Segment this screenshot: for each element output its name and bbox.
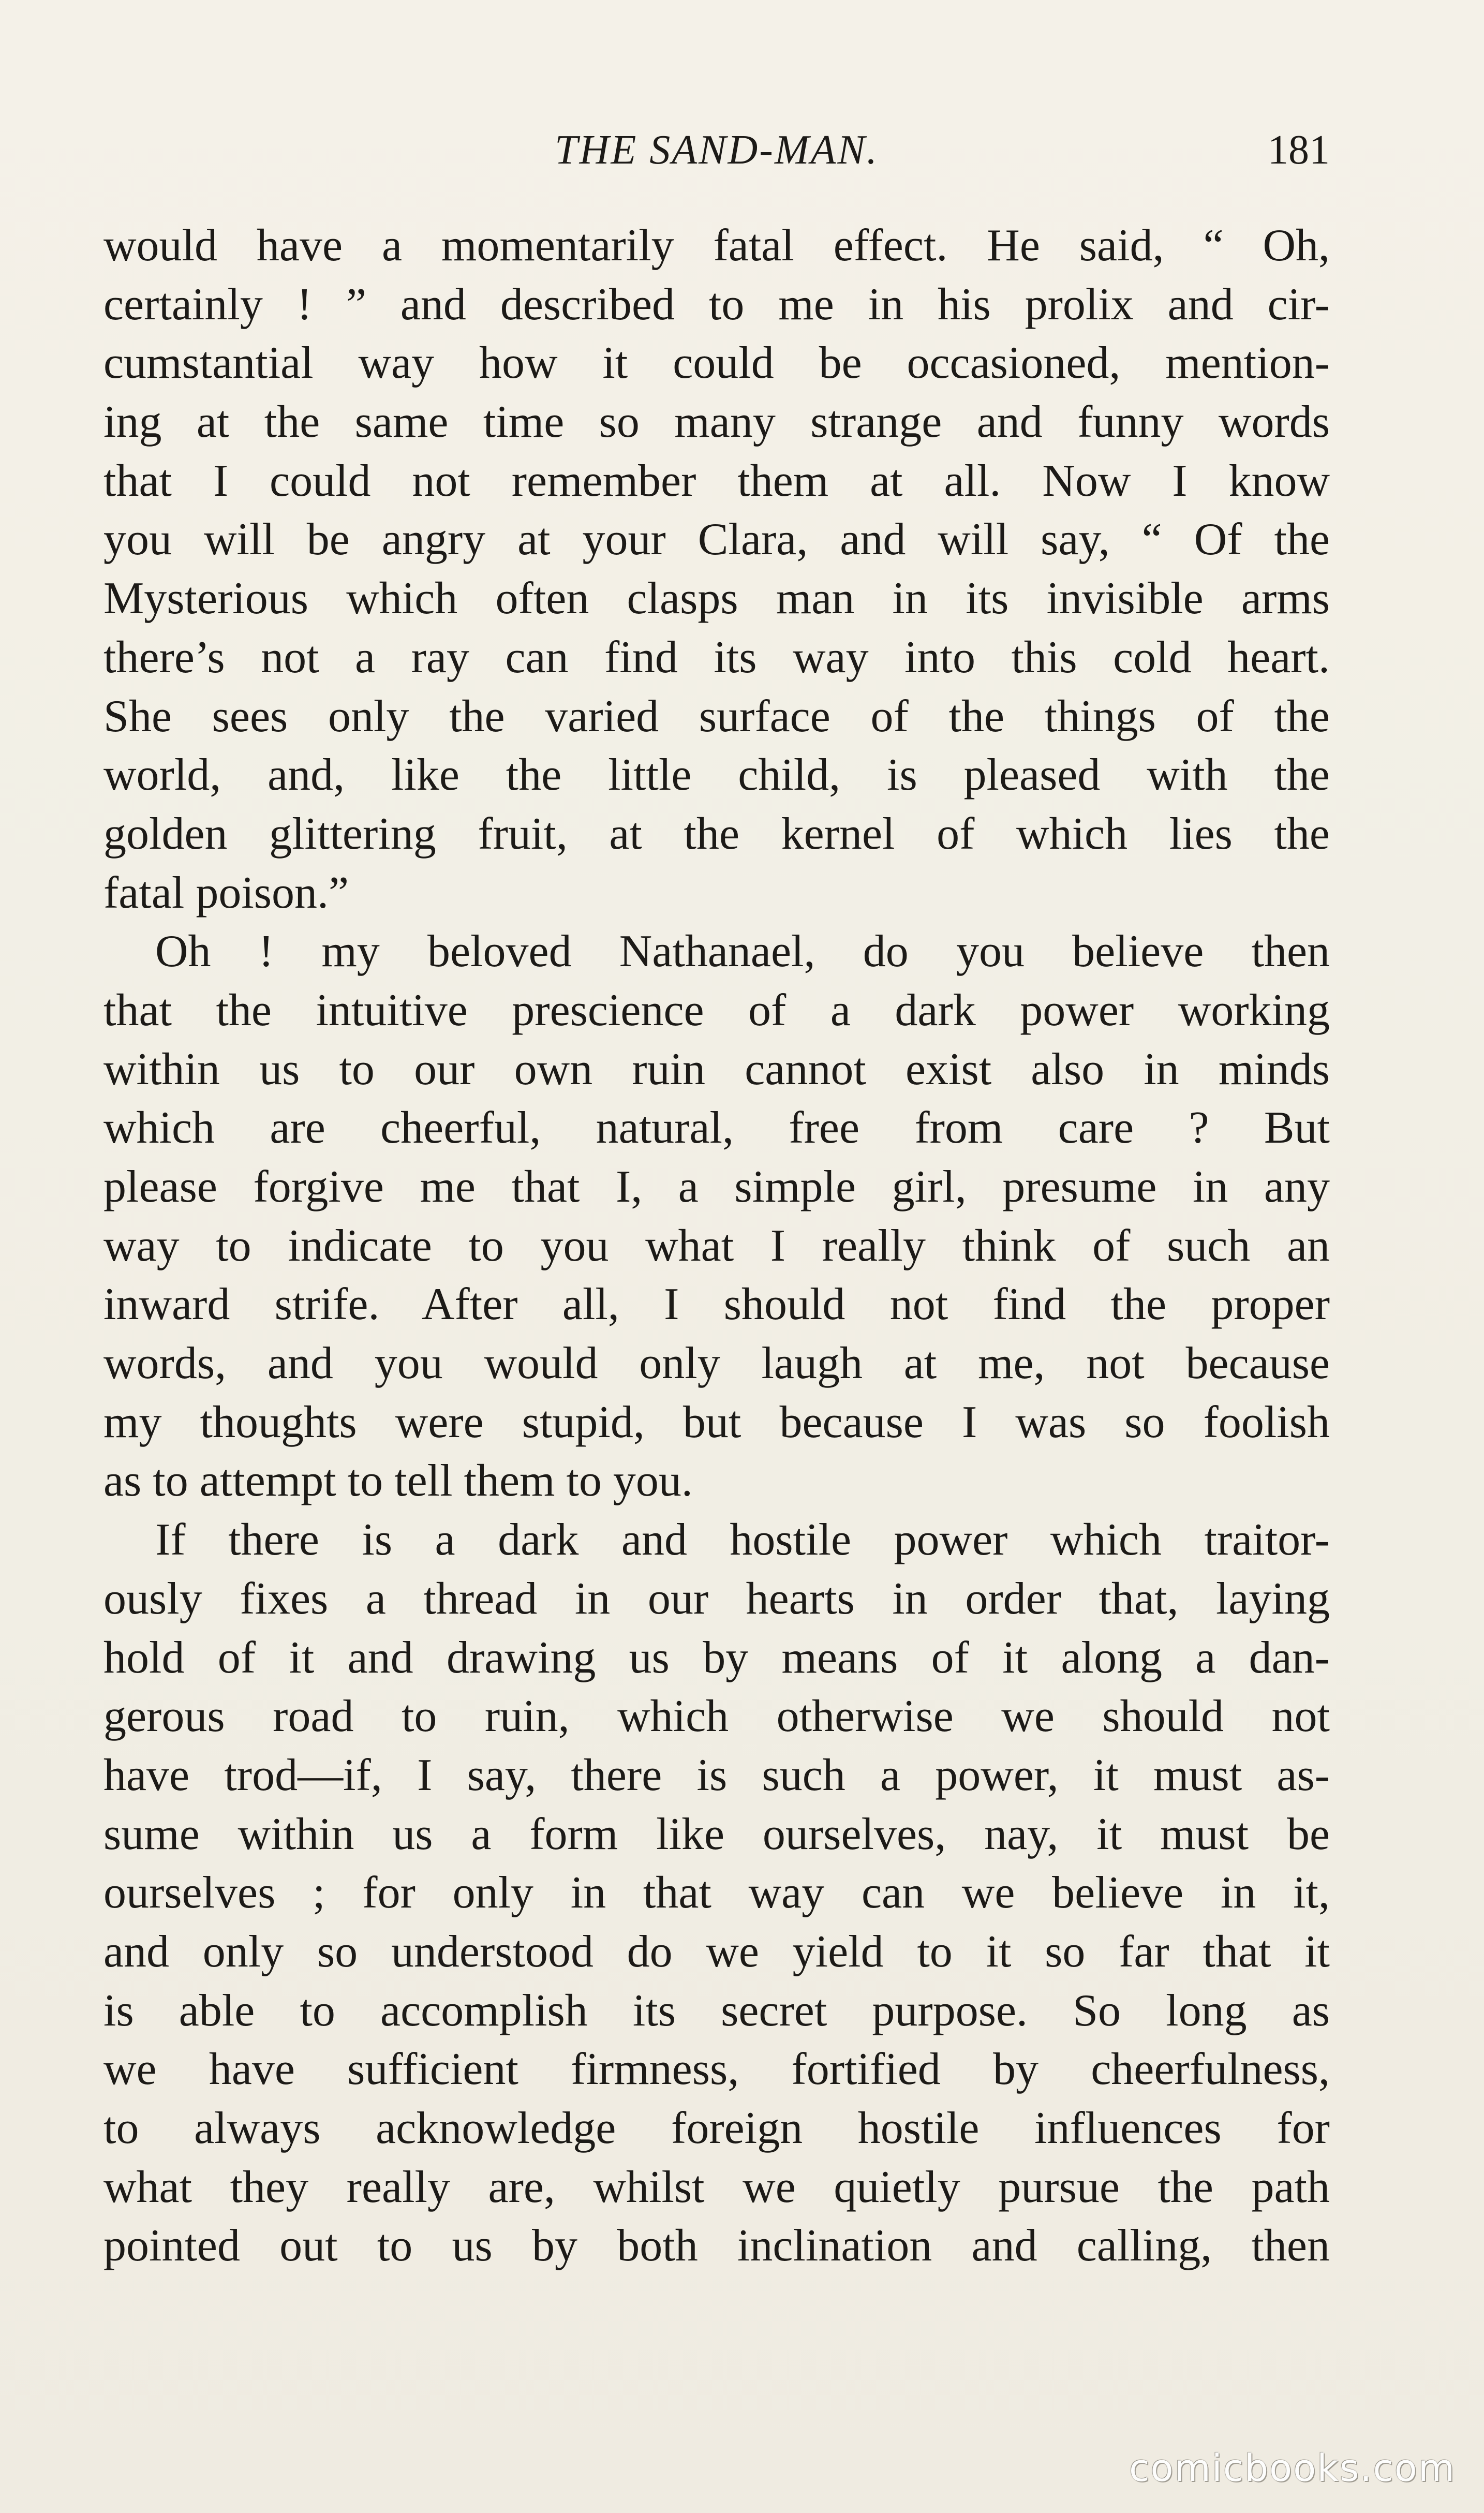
text-line: and only so understood do we yield to it so far that it [103, 1926, 1330, 1977]
text-line: please forgive me that I, a simple girl, presume in any [103, 1162, 1330, 1212]
page-number: 181 [1268, 127, 1330, 173]
text-line: ourselves ; for only in that way can we believe in it, [103, 1868, 1330, 1918]
text-line: Oh ! my beloved Nathanael, do you believe then [155, 926, 1330, 977]
text-line: there’s not a ray can find its way into this cold heart. [103, 632, 1330, 683]
running-head [103, 116, 1330, 184]
text-line: hold of it and drawing us by means of it along a dan- [103, 1632, 1330, 1683]
text-line: what they really are, whilst we quietly pursue the path [103, 2162, 1330, 2212]
text-line: certainly ! ” and described to me in his prolix and cir- [103, 279, 1330, 330]
text-line: is able to accomplish its secret purpose. So long as [103, 1985, 1330, 2036]
text-line: my thoughts were stupid, but because I was so foolish [103, 1397, 1330, 1447]
text-line: that the intuitive prescience of a dark power working [103, 985, 1330, 1036]
text-line: pointed out to us by both inclination and calling, then [103, 2221, 1330, 2271]
text-line: If there is a dark and hostile power which traitor- [155, 1515, 1330, 1565]
text-line: to always acknowledge foreign hostile influences for [103, 2103, 1330, 2153]
text-line: would have a momentarily fatal effect. He said, “ Oh, [103, 220, 1330, 271]
text-line: cumstantial way how it could be occasioned, mention- [103, 338, 1330, 389]
text-line: inward strife. After all, I should not find the proper [103, 1279, 1330, 1330]
text-line: which are cheerful, natural, free from care ? But [103, 1103, 1330, 1154]
text-line: sume within us a form like ourselves, nay, it must be [103, 1809, 1330, 1859]
watermark: comicbooks.com [1129, 2446, 1456, 2490]
text-line: that I could not remember them at all. Now I know [103, 455, 1330, 506]
text-line: world, and, like the little child, is pleased with the [103, 750, 1330, 801]
text-line: golden glittering fruit, at the kernel of which lies the [103, 808, 1330, 859]
text-line: fatal poison.” [103, 867, 349, 918]
text-line: way to indicate to you what I really think of such an [103, 1220, 1330, 1271]
text-line: gerous road to ruin, which otherwise we should not [103, 1691, 1330, 1742]
text-line: ing at the same time so many strange and funny words [103, 397, 1330, 448]
text-line: ously fixes a thread in our hearts in order that, laying [103, 1573, 1330, 1624]
text-line: we have sufficient firmness, fortified by cheerfulness, [103, 2044, 1330, 2095]
text-line: She sees only the varied surface of the things of the [103, 691, 1330, 742]
running-title: THE SAND-MAN. [555, 127, 879, 173]
text-line: Mysterious which often clasps man in its invisible arms [103, 573, 1330, 624]
text-line: words, and you would only laugh at me, not because [103, 1338, 1330, 1389]
text-line: have trod—if, I say, there is such a power, it must as- [103, 1750, 1330, 1800]
text-line: within us to our own ruin cannot exist also in minds [103, 1044, 1330, 1095]
text-line: as to attempt to tell them to you. [103, 1456, 693, 1506]
body-text [103, 216, 1330, 2275]
text-line: you will be angry at your Clara, and will say, “ Of the [103, 514, 1330, 565]
